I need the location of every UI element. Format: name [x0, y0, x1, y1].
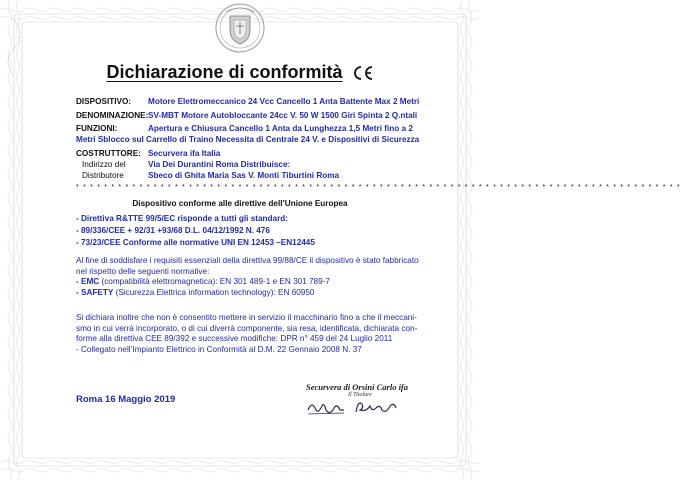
costruttore-label: COSTRUTTORE: — [76, 149, 141, 158]
indirizzo-label-2: Distributore — [82, 171, 124, 180]
denominazione-value: SV-MBT Motore Autobloccante 24cc V. 50 W 1500 Giri Spinta 2 Q.ntali — [148, 111, 418, 120]
indirizzo-label-1: Indirizzo del — [82, 160, 126, 169]
safety-text: (Sicurezza Elettrica information technology): EN 60950 — [113, 287, 315, 297]
ce-mark-icon — [352, 65, 374, 81]
funzioni-line1: Apertura e Chiusura Cancello 1 Anta da Lunghezza 1,5 Metri fino a 2 — [148, 124, 413, 133]
safety-line — [76, 288, 416, 299]
title-text: Dichiarazione di conformità — [106, 62, 343, 82]
subtitle: Dispositivo conforme alle direttive dell’Unione Europea — [132, 199, 348, 208]
para2-line3: forme alla direttiva CEE 89/392 e successive modifiche: DPR n° 459 del 24 Luglio 2011 — [76, 334, 393, 343]
conformity-paragraph — [76, 256, 419, 298]
separator: * * * * * * * * * * * * * * * * * * * * * * * * * * * * * * * * * * * * * * * * * * * * * * * * * * * * * * * * * * * * * * * * * * * * * * * * * * * * * * * * * * * * * * — [76, 184, 681, 191]
indirizzo-value-1: Via Dei Durantini Roma Distribuisce: — [148, 160, 291, 169]
emc-text: (compatibilità elettromagnetica): EN 301 489-1 e EN 301 789-7 — [99, 277, 330, 286]
directive-1: - Direttiva R&TTE 99/5/EC risponde a tutti gli standard: — [76, 214, 288, 223]
emc-label: - EMC — [76, 277, 100, 286]
dispositivo-label: DISPOSITIVO: — [76, 97, 132, 106]
page-title — [0, 62, 480, 83]
para2-line1: Si dichiara inoltre che non è consentito mettere in servizio il macchinario fino a che il meccani- — [76, 313, 417, 322]
para1-line1: Al fine di soddisfare i requisiti essenziali della direttiva 99/88/CE il dispositivo è stato fabbricato — [76, 256, 419, 265]
denominazione-label: DENOMINAZIONE: — [76, 111, 149, 120]
declaration-paragraph — [76, 313, 416, 355]
para2-line4: - Collegato nell’Impianto Elettrico in Conformità al D.M. 22 Gennaio 2008 N. 37 — [76, 344, 362, 354]
signature-company: Securvera di Orsini Carlo ifa — [306, 382, 409, 392]
directive-3: - 73/23/CEE Conforme alle normative UNI EN 12453 –EN12445 — [76, 238, 315, 247]
crest-seal-icon — [214, 2, 266, 54]
dispositivo-value: Motore Elettromeccanico 24 Vcc Cancello 1 Anta Battente Max 2 Metri — [148, 97, 420, 106]
date: Roma 16 Maggio 2019 — [76, 394, 176, 405]
indirizzo-value-2: Sbeco di Ghita Maria Sas V. Monti Tiburtini Roma — [148, 171, 340, 180]
handwritten-signature — [304, 396, 408, 418]
para2-line2: smo in cui verrà incorporato, o di cui diverrà componente, sia resa, identificata, dichiarata con- — [76, 323, 418, 333]
costruttore-value: Securvera ifa Italia — [148, 149, 221, 158]
para1-line2: nel rispetto delle seguenti normative: — [76, 266, 210, 276]
directive-2: - 89/336/CEE + 92/31 +93/68 D.L. 04/12/1992 N. 476 — [76, 226, 270, 235]
emc-line — [76, 277, 416, 288]
safety-label: - SAFETY — [76, 287, 114, 297]
funzioni-label: FUNZIONI: — [76, 124, 118, 133]
funzioni-line2: Metri Sblocco sul Carrello di Traino Necessita di Centrale 24 V. e Dispositivi di Sicurezza — [76, 135, 420, 144]
signature-role: Il Titolare — [348, 392, 372, 398]
